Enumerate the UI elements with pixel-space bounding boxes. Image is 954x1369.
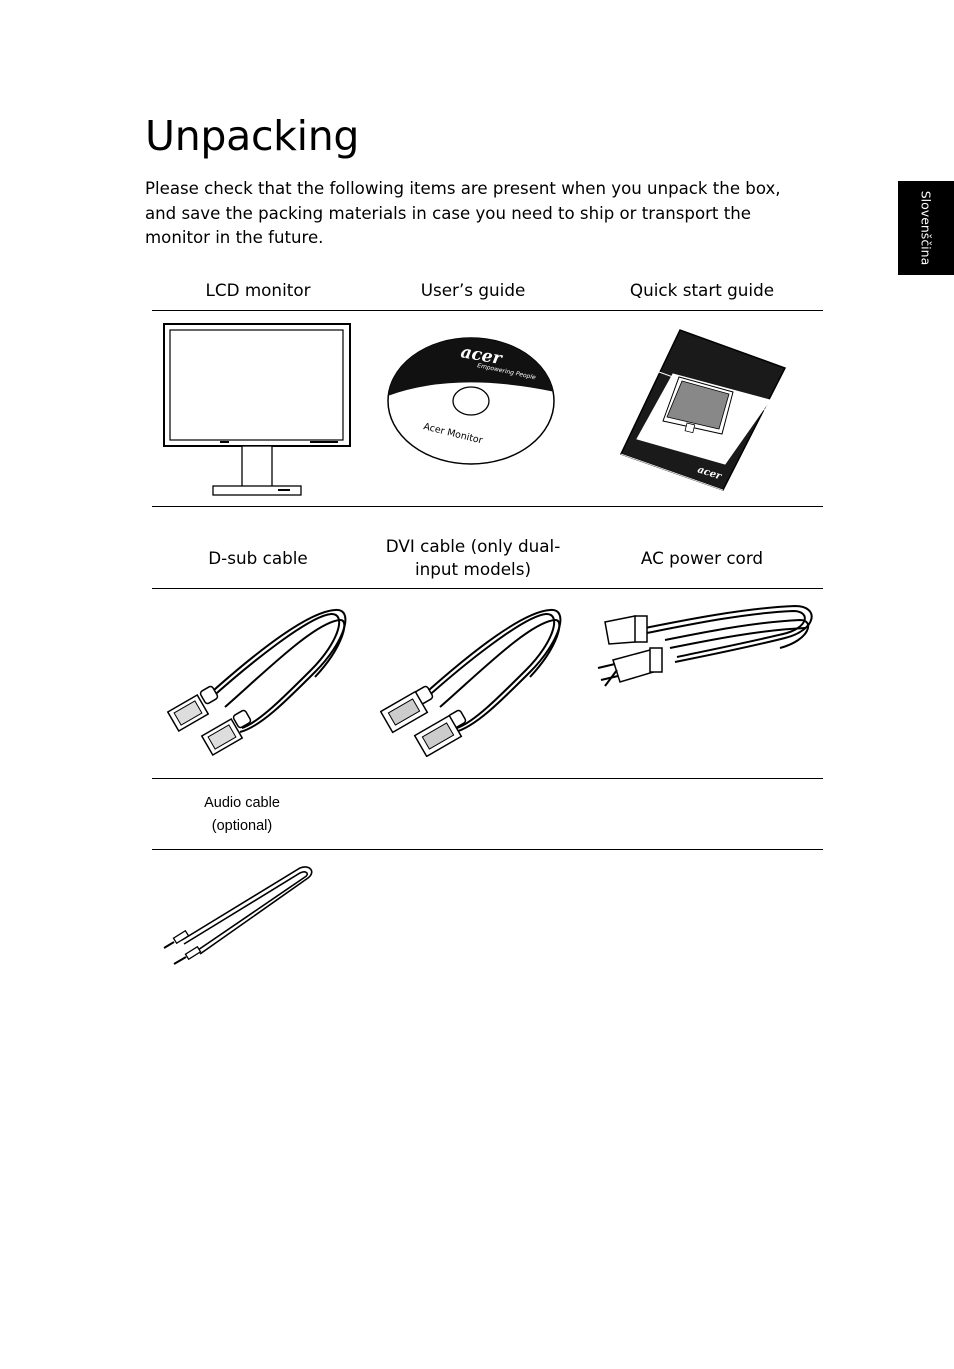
language-tab-label: Slovenščina [918,190,934,266]
table-divider [152,588,823,589]
item-label-dvi-cable-line1: DVI cable (only dual- [385,536,561,556]
item-label-users-guide: User’s guide [420,280,526,300]
item-label-quick-start-guide: Quick start guide [629,280,775,300]
item-label-audio-cable-line2: (optional) [211,818,273,834]
booklet-illustration [615,322,795,494]
disc-label-text: Acer Monitor [422,421,484,447]
table-divider [152,778,823,779]
audio-cable-illustration [160,862,320,970]
booklet-brand-text: acer [696,464,723,483]
item-label-audio-cable-line1: Audio cable [204,795,280,811]
item-label-dvi-cable [363,535,583,581]
table-divider [152,310,823,311]
page-title: Unpacking [145,112,360,160]
item-label-dsub-cable: D-sub cable [208,548,308,568]
intro-paragraph: Please check that the following items are present when you unpack the box, and save the packing materials in case you need to ship or transport the monitor in the future. [145,179,781,247]
item-label-dvi-cable-line2: input models) [414,559,532,579]
item-label-lcd-monitor: LCD monitor [205,280,311,300]
item-label-audio-cable [152,792,332,838]
dsub-cable-illustration [165,602,350,757]
language-tab [898,181,954,275]
disc-tagline-text: Empowering People [476,362,537,382]
disc-brand-text: acer [459,342,504,370]
table-divider [152,849,823,850]
dvi-cable-illustration [380,602,565,757]
table-divider [152,506,823,507]
cd-disc-illustration [385,335,560,470]
lcd-monitor-illustration [160,320,355,500]
power-cord-illustration [595,600,817,696]
item-label-ac-power-cord: AC power cord [640,548,764,568]
